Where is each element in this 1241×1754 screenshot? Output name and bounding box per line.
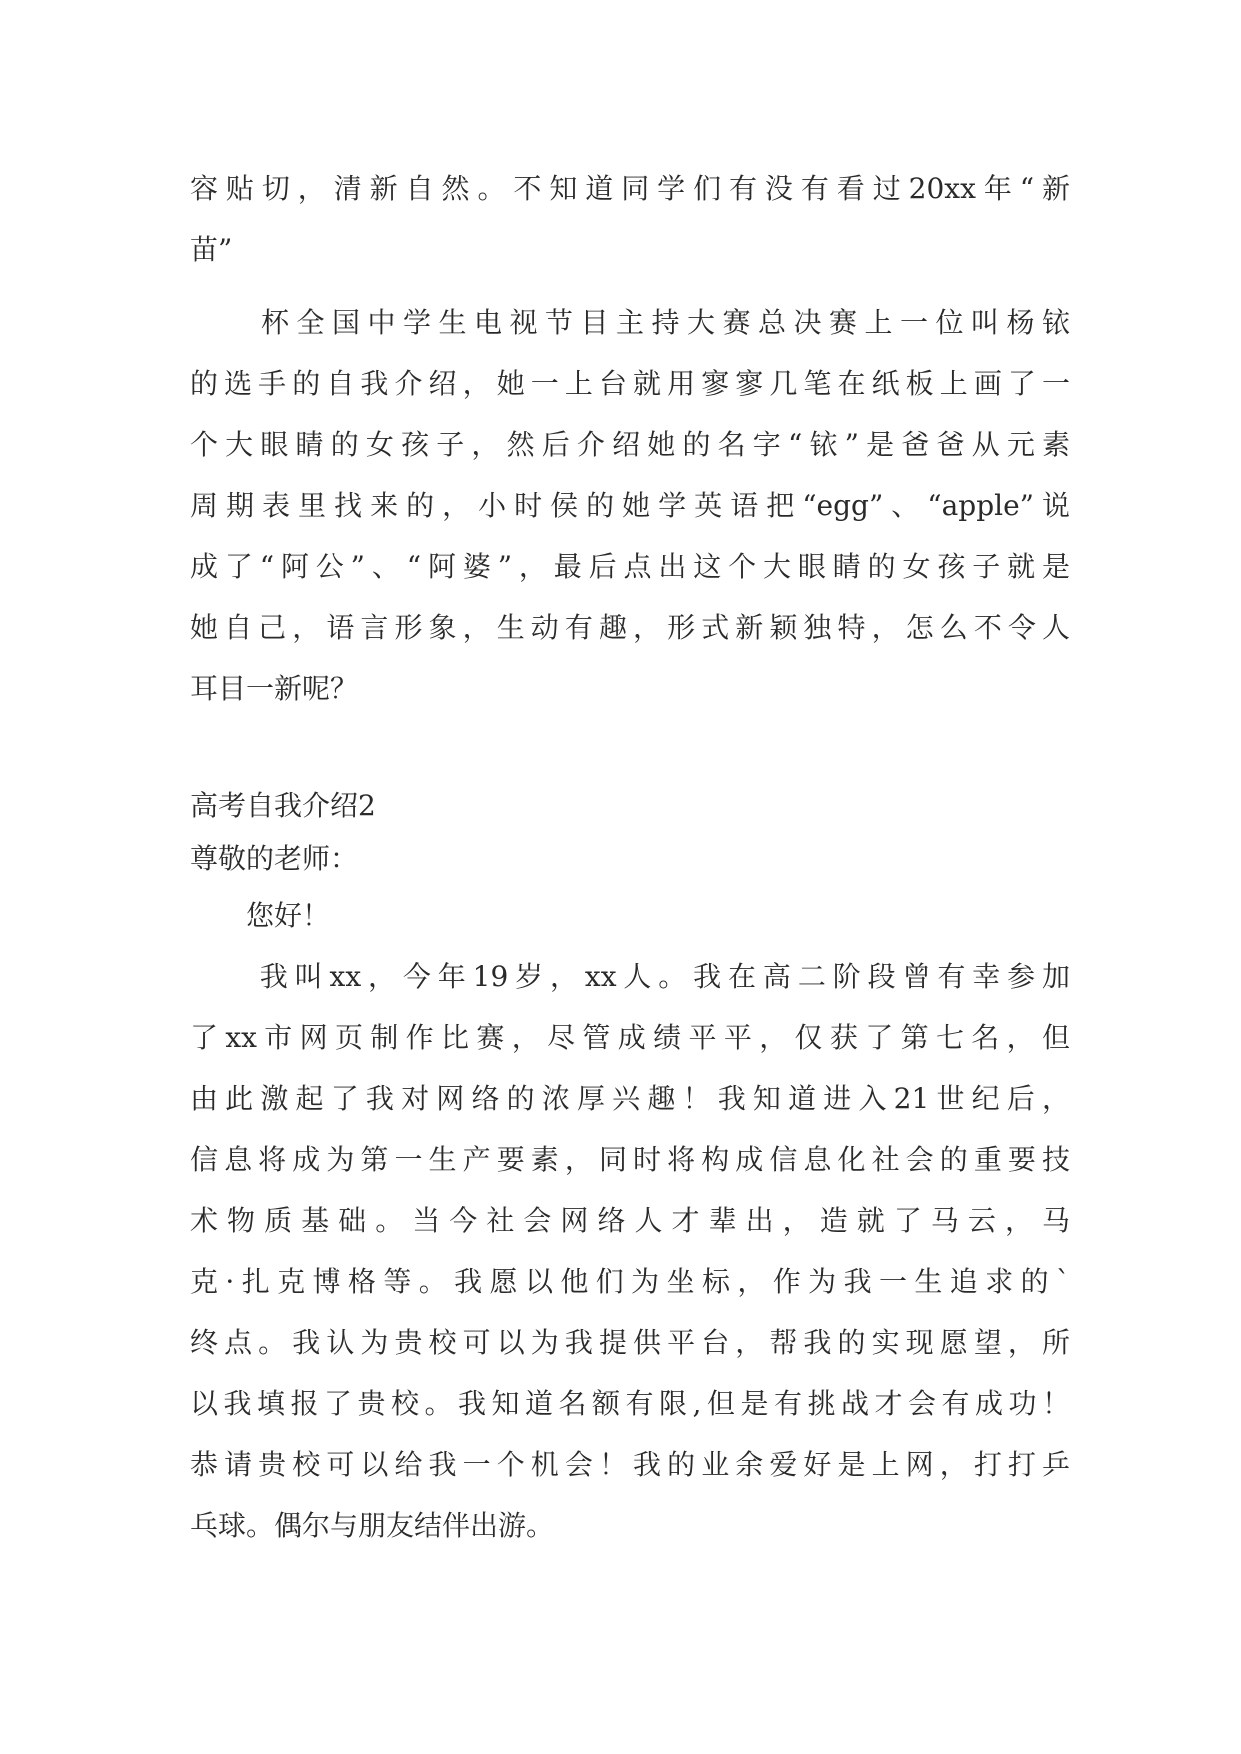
text-line: 术物质基础。当今社会网络人才辈出，造就了马云，马: [190, 1204, 1070, 1237]
paragraph-self-introduction: [190, 946, 1070, 1556]
text-line: 容贴切，清新自然。不知道同学们有没有看过20xx年“新: [190, 172, 1070, 205]
text-line: 了xx市网页制作比赛，尽管成绩平平，仅获了第七名，但: [190, 1021, 1070, 1054]
document-body: [190, 158, 1070, 1556]
text-line: 她自己，语言形象，生动有趣，形式新颖独特，怎么不令人: [190, 611, 1070, 644]
text-line: 我叫xx，今年19岁，xx人。我在高二阶段曾有幸参加: [190, 960, 1070, 993]
salutation: 尊敬的老师：: [190, 842, 359, 875]
text-line: 个大眼睛的女孩子，然后介绍她的名字“铱”是爸爸从元素: [190, 428, 1070, 461]
text-line: 成了“阿公”、“阿婆”，最后点出这个大眼睛的女孩子就是: [190, 550, 1070, 583]
text-line: 恭请贵校可以给我一个机会！我的业余爱好是上网，打打乒: [190, 1448, 1070, 1481]
text-line: 乓球。偶尔与朋友结伴出游。: [190, 1509, 555, 1542]
section-heading: 高考自我介绍2: [190, 789, 376, 822]
text-line: 苗”: [190, 233, 233, 266]
text-line: 终点。我认为贵校可以为我提供平台，帮我的实现愿望，所: [190, 1326, 1070, 1359]
text-line: 耳目一新呢？: [190, 672, 359, 705]
text-line: 由此激起了我对网络的浓厚兴趣！我知道进入21世纪后，: [190, 1082, 1070, 1115]
paragraph-introduction-story: [190, 292, 1070, 719]
text-line: 周期表里找来的，小时侯的她学英语把“egg”、“apple”说: [190, 489, 1070, 522]
text-line: 杯全国中学生电视节目主持大赛总决赛上一位叫杨铱: [190, 306, 1070, 339]
text-line: 以我填报了贵校。我知道名额有限,但是有挑战才会有成功！: [190, 1387, 1070, 1420]
text-line: 的选手的自我介绍，她一上台就用寥寥几笔在纸板上画了一: [190, 367, 1070, 400]
greeting: 您好！: [190, 899, 331, 932]
paragraph-continuation: [190, 158, 1070, 280]
text-line: 信息将成为第一生产要素，同时将构成信息化社会的重要技: [190, 1143, 1070, 1176]
text-line: 克·扎克博格等。我愿以他们为坐标，作为我一生追求的`: [190, 1265, 1070, 1298]
